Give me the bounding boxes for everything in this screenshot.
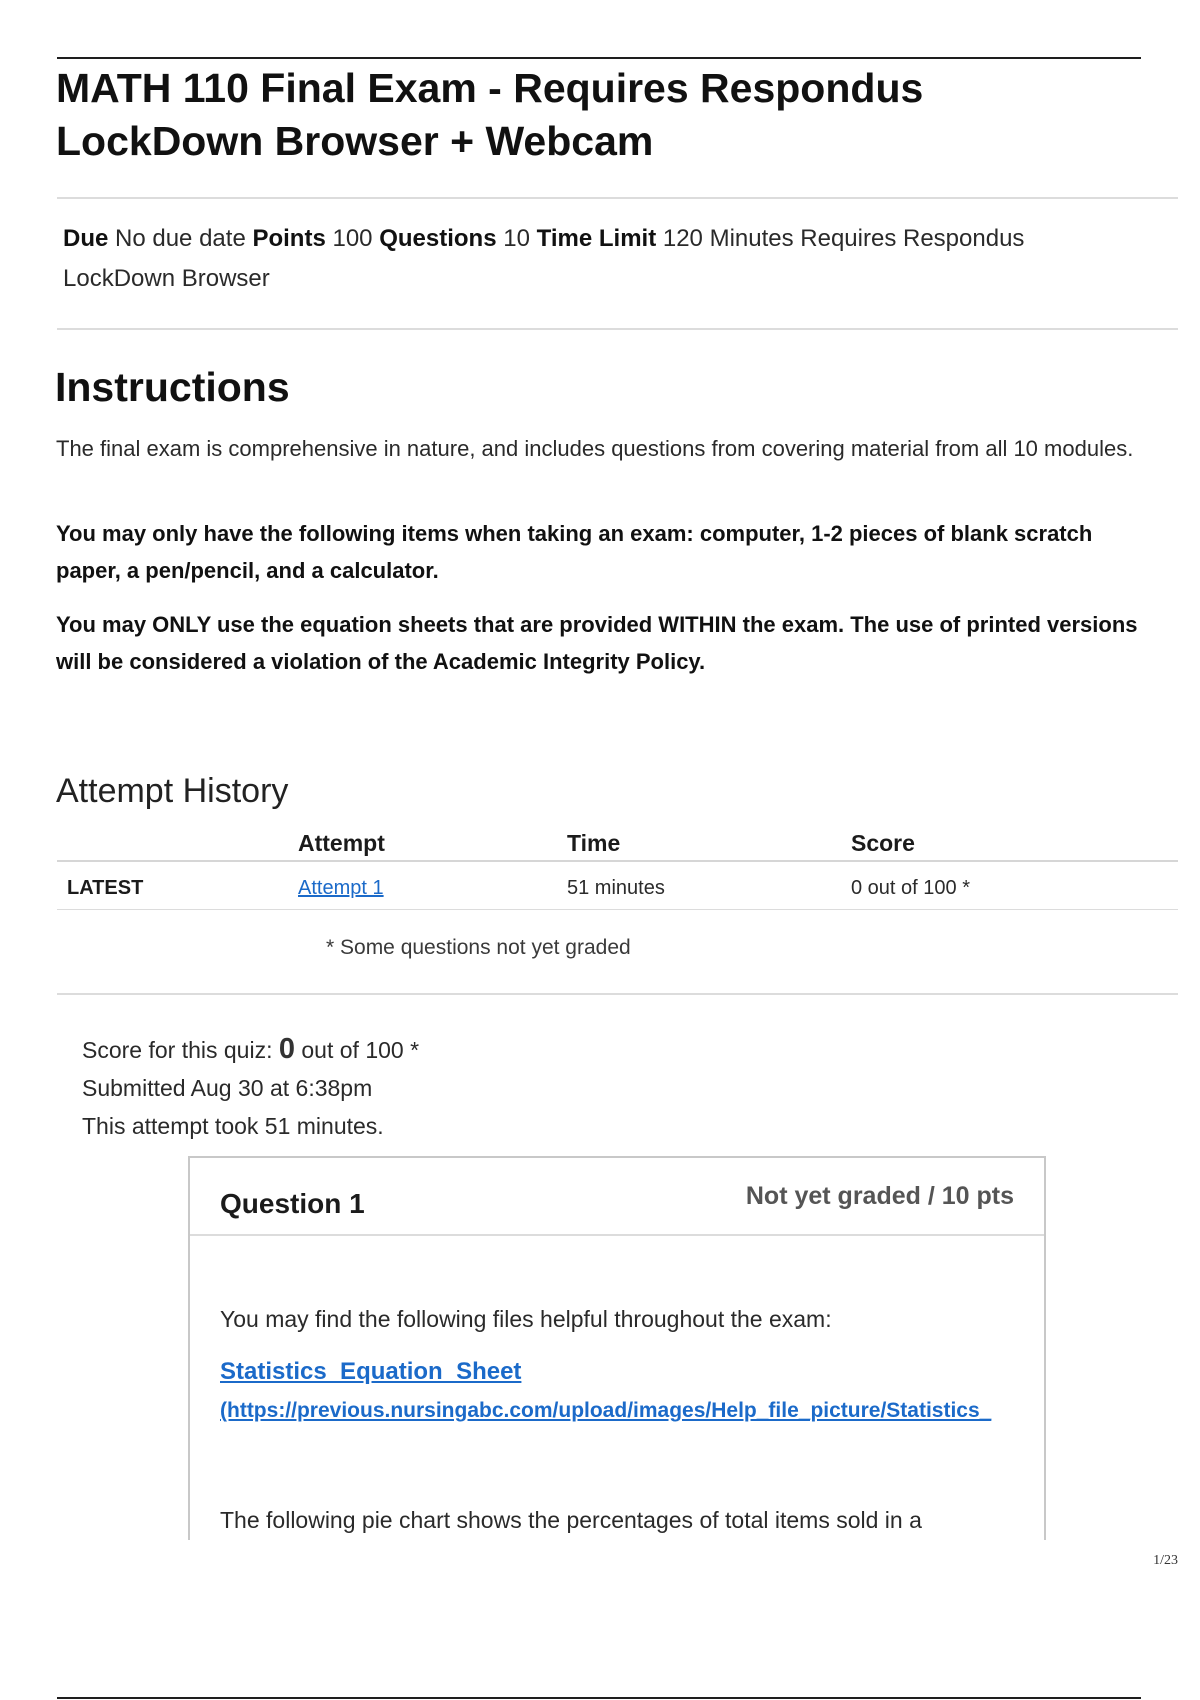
lockdown-requirement: Requires Respondus LockDown Browser <box>63 225 1025 292</box>
column-header-time: Time <box>567 830 621 856</box>
questions-label: Questions <box>379 225 497 252</box>
equation-sheet-url-link[interactable]: (https://previous.nursingabc.com/upload/images/Help_file_picture/Statistics_ <box>220 1399 992 1422</box>
quiz-score-summary <box>82 1030 419 1145</box>
bottom-rule <box>57 1697 1141 1699</box>
time-limit-value: 120 Minutes <box>662 225 794 252</box>
divider <box>57 328 1178 330</box>
points-label: Points <box>252 225 326 252</box>
table-header-divider <box>57 860 1178 862</box>
due-label: Due <box>63 225 109 252</box>
column-header-attempt: Attempt <box>298 830 385 856</box>
instructions-paragraph-1: The final exam is comprehensive in nature, and includes questions from covering material from all 10 modules. <box>56 436 1134 461</box>
points-value: 100 <box>332 225 373 252</box>
instructions-paragraph-3: You may ONLY use the equation sheets that are provided WITHIN the exam. The use of printed versions will be considered a violation of the Academic Integrity Policy. <box>56 612 1138 674</box>
divider <box>57 993 1178 995</box>
table-row-divider <box>57 909 1178 910</box>
top-rule <box>57 57 1141 59</box>
divider <box>57 197 1178 199</box>
page-title: MATH 110 Final Exam - Requires Respondus LockDown Browser + Webcam <box>56 65 924 164</box>
equation-sheet-link[interactable]: Statistics_Equation_Sheet <box>220 1358 522 1385</box>
column-header-score: Score <box>851 830 915 856</box>
score-value: 0 <box>278 1033 295 1065</box>
attempt-duration: This attempt took 51 minutes. <box>82 1113 384 1139</box>
latest-label: LATEST <box>67 877 144 899</box>
score-prefix: Score for this quiz: <box>82 1037 273 1063</box>
due-value: No due date <box>115 225 246 252</box>
attempt-history-heading: Attempt History <box>56 772 289 810</box>
question-1-title: Question 1 <box>220 1188 365 1219</box>
attempt-score: 0 out of 100 * <box>851 877 970 899</box>
quiz-meta <box>63 219 1143 299</box>
attempt-time: 51 minutes <box>567 877 665 899</box>
quiz-score-line <box>82 1030 419 1069</box>
instructions-paragraph-2: You may only have the following items when taking an exam: computer, 1-2 pieces of blank scratch paper, a pen/pencil, and a calculator. <box>56 521 1093 583</box>
time-limit-label: Time Limit <box>536 225 657 252</box>
attempt-1-link[interactable]: Attempt 1 <box>298 877 384 899</box>
question-1-body: The following pie chart shows the percentages of total items sold in a <box>220 1507 922 1533</box>
score-suffix: out of 100 * <box>301 1037 420 1063</box>
not-graded-note: * Some questions not yet graded <box>326 936 631 959</box>
question-1-points: Not yet graded / 10 pts <box>745 1182 1014 1210</box>
questions-value: 10 <box>503 225 530 252</box>
instructions-heading: Instructions <box>55 364 290 410</box>
question-1-card <box>188 1156 1046 1540</box>
submitted-time: Submitted Aug 30 at 6:38pm <box>82 1075 373 1101</box>
question-1-header <box>190 1158 1044 1236</box>
question-1-intro: You may find the following files helpful throughout the exam: <box>220 1306 832 1332</box>
page-number: 1/23 <box>1153 1553 1178 1568</box>
